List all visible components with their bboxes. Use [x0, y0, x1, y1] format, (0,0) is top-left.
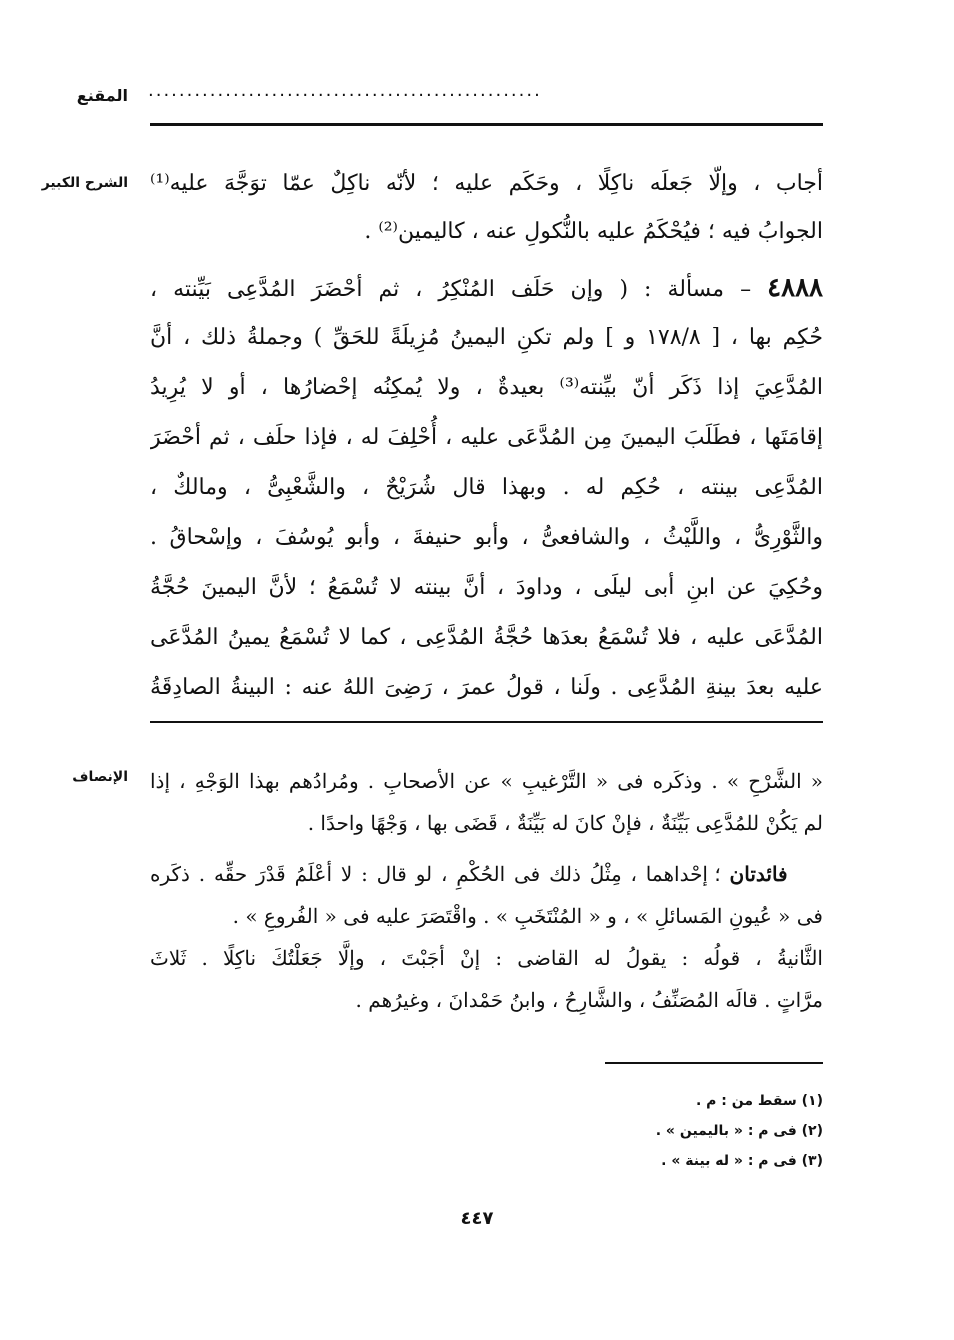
mughni-line: المُدَّعِيَ إذا ذَكَر أنّ بيِّنته⁽³⁾ بعيدةٌ ، ولا يُمكِنُه إحْضارُها ، أو لا يُرِيدُ — [150, 375, 823, 400]
insaf-line: فى « عُيونِ المَسائلِ » ، و « المُنْتَخَبِ » . واقْتَصَرَ عليه فى « الفُروعِ » . — [232, 904, 823, 928]
mughni-first-line — [150, 263, 823, 313]
insaf-line: الثَّانيةُ ، قولُه : يقولُ له القاضى : إنْ أجَبْتَ ، وإلَّا جَعَلْتُكَ ناكِلًا . ثَلاثَ — [150, 946, 823, 970]
sharh-line-1: أجاب ، وإلّا جَعلَه ناكِلًا ، وحَكَم عليه ؛ لأنّه ناكِلٌ عمّا توَجَّهَ عليه⁽¹⁾ — [150, 171, 823, 196]
header-dotted-leader: ................................................... — [148, 80, 542, 101]
footnote-1: (١) سقط من : م . — [695, 1093, 823, 1109]
mughni-text-block — [150, 263, 823, 713]
mughni-line: وحُكِيَ عن ابنِ أبى ليلَى ، وداودَ ، أنَّ بينته لا تُسْمَعُ ؛ لأنَّ اليمينَ حُجَّةُ — [150, 575, 823, 600]
mughni-line: المُدَّعَى عليه ، فلا تُسْمَعُ بعدَها حُجَّةُ المُدَّعِى ، كما لا تُسْمَعُ يمينُ المُدَّعَى — [150, 625, 823, 650]
header-rule — [150, 123, 823, 126]
section-divider — [150, 721, 823, 723]
mughni-line: إقامَتَها ، فطَلَبَ اليمينَ مِن المُدَّعَى عليه ، أُحْلِفَ له ، فإذا حلَف ، ثم أحْضَرَ — [150, 425, 823, 450]
insaf-fawaid-text: ؛ إحْداهما ، مِثْلُ ذلك فى الحُكْمِ ، لو قال : لا أعْلَمُ قَدْرَ حقِّه . ذكَره — [150, 862, 721, 886]
issue-number: ٤٨٨٨ — [767, 273, 823, 303]
margin-label-insaf: الإنصاف — [72, 769, 128, 785]
margin-label-sharh: الشرح الكبير — [41, 175, 128, 191]
insaf-line: « الشَّرْحِ » . وذكَره فى « التَّرْغيبِ » عن الأصحابِ . ومُرادُهم بهذا الوَجْهِ ، إذا — [150, 769, 823, 793]
footnotes — [500, 1086, 823, 1176]
footnote-2: (٢) فى م : « باليمين » . — [655, 1123, 823, 1139]
insaf-line: لم يَكُنْ للمُدَّعِى بَيِّنَةٌ ، فإنْ كانَ له بَيِّنَةٌ ، قَضَى بها ، وَجْهًا واحدًا . — [307, 811, 823, 835]
fawaid-label: فائدتان — [729, 862, 788, 886]
insaf-line: مرَّاتٍ . قالَه المُصَنِّفُ ، والشَّارِحُ ، وابنُ حَمْدانَ ، وغيرُهم . — [355, 988, 823, 1012]
mughni-line: المُدَّعِى بينته ، حُكِم له . وبهذا قال شُرَيْحٌ ، والشَّعْبِىُّ ، ومالكٌ ، — [150, 475, 823, 500]
mughni-line: عليه بعدَ بينةِ المُدَّعِى . ولَنا ، قولُ عمرَ ، رَضِىَ اللهُ عنه : البينةُ الصادِقَةُ — [150, 675, 823, 700]
insaf-text-block — [150, 760, 823, 1021]
sharh-continuation — [150, 160, 823, 256]
sharh-line-2: الجوابُ فيه ؛ فيُحْكَمُ عليه بالنُّكولِ عنه ، كاليمين⁽²⁾ . — [364, 219, 823, 244]
insaf-line: ​ فائدتان ؛ إحْداهما ، مِثْلُ ذلك فى الحُكْمِ ، لو قال : لا أعْلَمُ قَدْرَ حقِّه . ذكَره — [150, 862, 823, 886]
footnote-rule — [605, 1062, 823, 1064]
page-number: ٤٤٧ — [460, 1208, 494, 1229]
mughni-line: حُكِم بها ، [ ١٧٨/٨ و ] ولم تكنِ اليمينُ مُزِيلَةً للحَقِّ ) وجملةُ ذلك ، أنَّ — [150, 325, 823, 350]
footnote-3: (٣) فى م : « له بينة » . — [661, 1153, 823, 1169]
issue-heading-text: – مسألة : ( وإن حَلَف المُنْكِرُ ، ثم أحْضَرَ المُدَّعِى بَيِّنته ، — [150, 277, 752, 302]
running-header-title: المقنع — [76, 86, 128, 105]
mughni-line: والثَّوْرِىُّ ، واللَّيْثُ ، والشافعىُّ ، وأبو حنيفةَ ، وأبو يُوسُفَ ، وإسْحاقُ . — [150, 525, 823, 550]
